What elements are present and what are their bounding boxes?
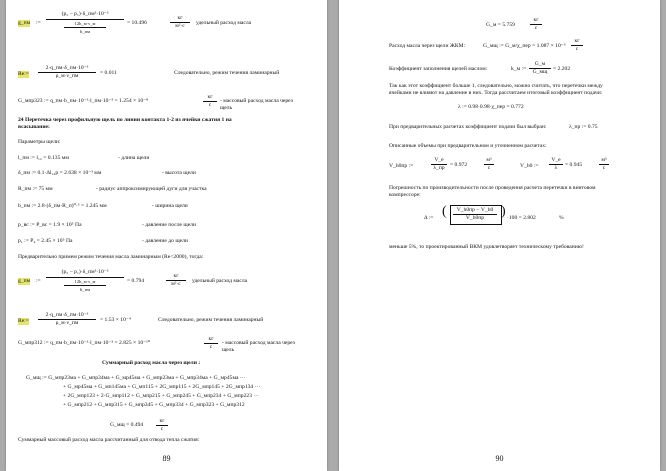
eq6-description: - массовый расход масла через [222, 340, 295, 346]
paragraph-cont: ячейками не влияют на давление в них. Тогда рассчитаем итоговый коэффициент подачи: [389, 90, 603, 96]
eq6-description-cont: щель [222, 347, 235, 353]
eq6-unit-bot: с [209, 344, 213, 350]
eq1-description: удельный расход масла [196, 20, 252, 26]
v1-unit-bot: с [487, 165, 491, 171]
gap-flow-unit-bot: с [575, 46, 579, 52]
eq1-result: = 10.496 [127, 20, 147, 26]
g-total: G_м = 5.759 [486, 22, 515, 28]
param-pressure-before: p₁ := P₄ = 2.45 × 10⁵ Па [18, 238, 73, 244]
fill-coef-denominator: G_мщ [532, 69, 548, 75]
eq4-numerator: (p₂ − p₁)·δ_пм³·10⁻³ [61, 269, 109, 275]
eq5-result: = 1.53 × 10⁻⁴ [100, 317, 131, 323]
eq2-lhs: Re:= [18, 71, 29, 77]
page-number: 90 [495, 454, 504, 463]
fill-coef-lhs: k_м := [511, 66, 527, 72]
eq3-unit-bot: с [208, 102, 212, 108]
sum-line-3: + 2G_мпр123 + 2·G_мпр112 + G_мпр215 + G_мпр245 + G_мпр234 + G_мпр223 ··· [63, 393, 259, 399]
v1-denominator: λ_пр [433, 165, 445, 171]
eq4-denom-bot: b_пм [80, 287, 90, 292]
param-pressure-after-desc: - давление после щели [142, 222, 196, 228]
gap-flow-expression: G_мщ := G_м/χ_пер = 1.087 × 10⁻³ [483, 43, 566, 49]
param-length: l_пм := l₁₂ = 0.135 мм [18, 155, 69, 161]
page-number: 89 [162, 454, 171, 463]
param-radius: R_пм := 75 мм [18, 186, 53, 192]
gap-flow-unit-top: кг [574, 38, 580, 44]
eq1-denom-bot: b_пм [80, 29, 90, 34]
eq2-numerator: 2·q_пм·δ_пм·10⁻³ [45, 65, 89, 71]
eq4-lhs: g_пм [18, 278, 31, 284]
eq6-expression: G_мпр312 := q_пм·b_пм·10⁻³·l_пм·10⁻³ = 2.825 × 10⁻¹⁰ [18, 340, 151, 346]
v2-unit-top: м³ [601, 157, 607, 163]
param-radius-desc: - радиус аппроксимирующей дуги для участка [96, 186, 207, 192]
param-height-desc: - высота щели [162, 170, 196, 176]
v2-denominator: λ [554, 165, 558, 171]
sum-result: G_мщ = 0.494 [110, 422, 144, 428]
eq3-description: - массовый расход масла через [220, 98, 293, 104]
g-total-unit-top: кг [533, 17, 539, 23]
param-length-desc: - длина щели [118, 155, 150, 161]
v1-unit-top: м³ [486, 157, 492, 163]
paragraph: Так как этот коэффициент больше 1, следовательно, можно считать, что перетечки между [389, 83, 603, 89]
error-unit: % [559, 215, 564, 221]
eq5-numerator: 2·q_пм·δ_пм·10⁻³ [45, 312, 89, 318]
sum-title: Суммарный расход масла через щели : [102, 360, 201, 366]
param-width-desc: - ширина щели [152, 203, 188, 209]
v1-lhs: V_h0пр := [389, 163, 414, 169]
g-total-unit-bot: с [534, 25, 538, 31]
v2-numerator: V_e [551, 157, 561, 163]
param-width: b_пм := 2.8·(δ_пм·R_п)⁰·⁵ = 1.245 мм [18, 203, 107, 209]
eq1-unit-top: кг [177, 15, 183, 21]
eq4-unit-bot: м²·с [171, 281, 181, 287]
error-numerator: V_h0пр − V_h0 [456, 207, 494, 213]
fill-coef-numerator: G_м [534, 61, 546, 67]
document-page-89: g_пм := (p₂ − p₁)·δ_пм³·10⁻³ 12h_м·ν_м b_пм = 10.496 кг м²·с удельный расход масла Re:= 2·q_пм·δ_пм·10⁻³ ρ_м·ν_пм = 0.011 Следовательно, режим течения ламинарный G_мпр323 := q_пм·b_пм·10⁻³·l_пм·10⁻³ = 1.254 × 10⁻⁸ кг с - массовый расход масла через щель 24 Перетечка через профильную щель по линии контакта 1-2 из ячейки сжатия 1 на всасывание: Параметры щели: l_пм := l₁₂ = 0.135 мм - длина щели δ_пм := 0.1·Δl₁₂р = 2.638 × 10⁻³ мм - высота щели R_пм := 75 мм - радиус аппроксимирующей дуги для участка b_пм := 2.8·(δ_пм·R_п)⁰·⁵ = 1.245 мм - ширина щели p_вс := P_вс = 1.9 × 10⁵ Па - давление после щели p₁ := P₄ = 2.45 × 10⁵ Па - давление до щели Предварительно примем режим течения масла ламинарным (Re<2000), тогда: g_пм := (p₂ − p₁)·δ_пм³·10⁻³ 12h_м·ν_м b_пм = 0.794 кг м²·с удельный расход масла Re:= 2·q_пм·δ_пм·10⁻³ ρ_м·ν_пм = 1.53 × 10⁻⁴ Следовательно, режим течения ламинарный G_мпр312 := q_пм·b_пм·10⁻³·l_пм·10⁻³ = 2.825 × 10⁻¹⁰ кг с - массовый расход масла через щель Суммарный расход масла через щели : G_мщ := G_мпр23ма + G_мпр34ма + G_мр45ма + G_мпр23ма + G_мпр34ма + G_мр45ма ··· + G_мр45ма + G_мп145ма + G_мп115 + 2G_мпр115 + 2G_мпр145 + 2G_мпр134 ··· + 2G_мпр123 + 2·G_мпр112 + G_мпр215 + G_мпр245 + G_мпр234 + G_мпр223 ··· + G_мпр212 + G_мпр315 + G_мпр345 + G_мпр334 + G_мпр323 + G_мпр312 G_мщ = 0.494 кг с Суммарный массовый расход масла рассчитанный для отвода тепла сжатия: 89 [6, 0, 327, 471]
error-lhs: Δ := [424, 215, 434, 221]
section-title-cont: всасывание: [18, 124, 50, 130]
sum-line-2: + G_мр45ма + G_мп145ма + G_мп115 + 2G_мпр115 + 2G_мпр145 + 2G_мпр134 ··· [63, 384, 261, 390]
v1-numerator: V_e [434, 157, 444, 163]
eq4-description: удельный расход масла [192, 278, 248, 284]
volumes-label: Описанные объемы при предварительном и уточненном расчетах: [389, 143, 547, 149]
sum-line-4: + G_мпр212 + G_мпр315 + G_мпр345 + G_мпр334 + G_мпр323 + G_мпр312 [63, 402, 245, 408]
param-pressure-before-desc: - давление до щели [142, 238, 188, 244]
prelim-text: Предварительно примем режим течения масла ламинарным (Re<2000), тогда: [18, 254, 204, 260]
v2-unit-bot: с [602, 165, 606, 171]
eq5-denominator: ρ_м·ν_пм [55, 320, 79, 326]
error-paragraph: Погрешность по производительности после проведения расчета перетечки в винтовом [389, 185, 596, 191]
v2-result: = 0.945 [565, 162, 583, 168]
error-result: ·100 = 2.802 [507, 215, 536, 221]
eq3-description-cont: щель [220, 105, 233, 111]
param-pressure-after: p_вс := P_вс = 1.9 × 10⁵ Па [18, 222, 82, 228]
lambda-equation: λ := 0.98·0.98·χ_пер = 0.772 [458, 104, 524, 110]
eq4-denom-top: 12h_м·ν_м [74, 279, 96, 284]
eq6-unit-top: кг [208, 336, 214, 342]
eq1-denom-top: 12h_м·ν_м [74, 21, 96, 26]
param-height: δ_пм := 0.1·Δl₁₂р = 2.638 × 10⁻³ мм [18, 170, 102, 176]
eq5-description: Следовательно, режим течения ламинарный [158, 317, 264, 323]
section-title: 24 Перетечка через профильную щель по линии контакта 1-2 из ячейки сжатия 1 на [18, 117, 232, 123]
preliminary-value: λ_пр := 0.75 [569, 124, 598, 130]
eq1-numerator: (p₂ − p₁)·δ_пм³·10⁻³ [61, 11, 109, 17]
eq5-lhs: Re:= [18, 318, 29, 324]
sum-line-1: G_мщ := G_мпр23ма + G_мпр34ма + G_мр45ма + G_мпр23ма + G_мпр34ма + G_мр45ма ··· [26, 375, 246, 381]
sum-unit-top: кг [159, 418, 165, 424]
error-denominator: V_h0пр [465, 215, 485, 221]
eq3-expression: G_мпр323 := q_пм·b_пм·10⁻³·l_пм·10⁻³ = 1.254 × 10⁻⁸ [18, 98, 149, 104]
error-paragraph-cont: компрессоре: [389, 192, 421, 198]
eq4-result: = 0.794 [127, 278, 145, 284]
eq4-unit-top: кг [173, 273, 179, 279]
sum-unit-bot: с [160, 426, 164, 432]
preliminary-label: При предварительных расчетах коэффициент подачи был выбран: [389, 124, 547, 130]
footer-text: Суммарный массовый расход масла рассчитанный для отвода тепла сжатия: [18, 437, 200, 443]
eq2-result: = 0.011 [100, 70, 117, 76]
v2-lhs: V_h0 := [520, 163, 539, 169]
params-title: Параметры щели: [18, 139, 61, 145]
fill-coef-result: = 2.202 [553, 66, 571, 72]
left-paren: ( [442, 204, 447, 219]
document-page-90 [339, 0, 660, 471]
gap-flow-label: Расход масла через щели ЖКМ: [389, 43, 466, 49]
eq1-lhs: g_пм [18, 20, 31, 26]
v1-result: = 0.972 [450, 162, 468, 168]
eq1-unit-bot: м²·с [175, 23, 185, 29]
right-paren: ) [501, 204, 506, 219]
eq3-unit-top: кг [207, 94, 213, 100]
conclusion: меньше 5%, то проектированный ВКМ удовлетворяет техническому требованию! [389, 244, 584, 250]
eq2-denominator: ρ_м·ν_пм [55, 73, 79, 79]
fill-coef-label: Коэффициент заполнения щелей маслом: [389, 66, 488, 72]
eq2-description: Следовательно, режим течения ламинарный [174, 70, 280, 76]
